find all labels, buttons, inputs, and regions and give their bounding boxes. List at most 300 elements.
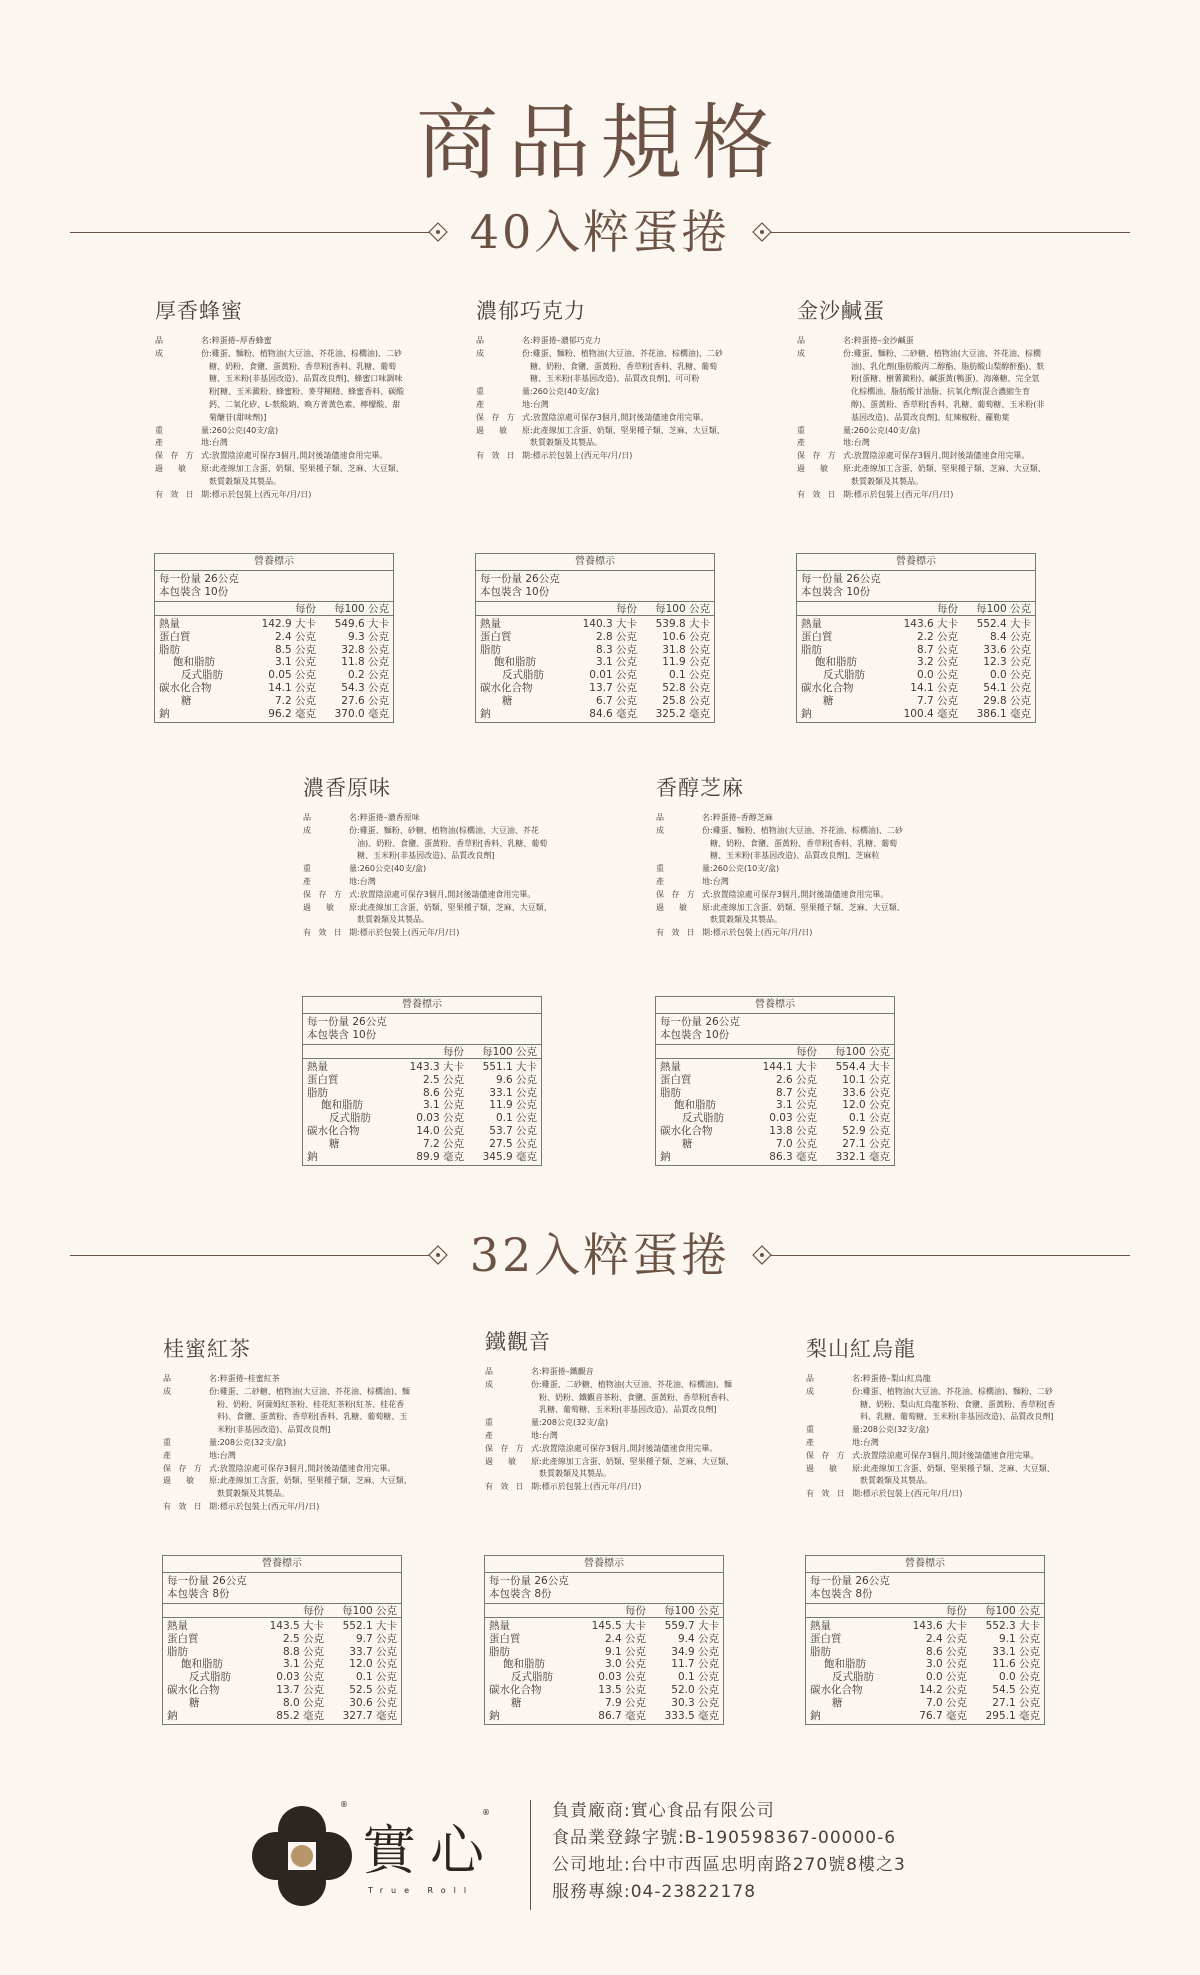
spec-value: :粹蛋捲–金沙鹹蛋 <box>851 336 914 345</box>
nutrition-table <box>475 553 715 723</box>
serving-size: 每一份量 26公克 <box>167 1575 247 1587</box>
spec-value: :粹蛋捲–濃香原味 <box>357 813 420 822</box>
per-serving-value: 13.7 公克 <box>589 681 637 694</box>
spec-row-ingredients <box>656 825 906 863</box>
spec-label: 品名 <box>656 813 710 822</box>
nutrient-name: 飽和脂肪 <box>674 1099 716 1112</box>
service-hotline: 服務專線:04-23822178 <box>552 1882 757 1902</box>
section-header-40 <box>70 202 1130 262</box>
spec-value: :放置陰涼處可保存3個月,開封後請儘速食用完畢。 <box>209 451 388 461</box>
serving-size: 每一份量 26公克 <box>660 1016 740 1028</box>
divider-line <box>70 1255 430 1256</box>
servings-per-pack: 本包裝含 10份 <box>159 585 229 598</box>
per-100g-value: 33.1 公克 <box>992 1645 1040 1658</box>
spec-label: 保存方式 <box>163 1463 217 1473</box>
per-100g-value: 332.1 毫克 <box>835 1150 890 1163</box>
per-serving-value: 8.8 公克 <box>282 1645 324 1658</box>
servings-per-pack: 本包裝含 10份 <box>801 585 871 598</box>
spec-label: 重量 <box>806 1425 860 1435</box>
per-100g-value: 33.1 公克 <box>489 1086 537 1099</box>
nutrition-row <box>303 1087 541 1100</box>
product-title: 香醇芝麻 <box>656 776 744 800</box>
spec-value: :標示於包裝上(西元年/月/日) <box>851 489 954 499</box>
nutrition-row <box>797 708 1035 721</box>
spec-label: 過敏原 <box>797 463 851 473</box>
spec-value: :粹蛋捲–鐵觀音 <box>539 1367 594 1376</box>
nutrition-row <box>163 1697 401 1710</box>
nutrition-row <box>485 1646 723 1659</box>
spec-value: :放置陰涼處可保存3個月,開封後請儘速食用完畢。 <box>860 1450 1039 1460</box>
per-100g-header: 每100 公克 <box>482 1046 537 1058</box>
serving-size: 每一份量 26公克 <box>307 1016 387 1028</box>
nutrition-row <box>303 1061 541 1074</box>
per-serving-value: 143.5 大卡 <box>269 1620 324 1632</box>
servings-per-pack: 本包裝含 10份 <box>660 1028 730 1041</box>
spec-label: 過敏原 <box>155 463 209 473</box>
per-100g-value: 0.0 公克 <box>989 669 1031 682</box>
spec-label: 產地 <box>476 399 530 409</box>
spec-value: :標示於包裝上(西元年/月/日) <box>710 928 813 938</box>
nutrient-name: 鈉 <box>480 707 491 720</box>
per-serving-value: 100.4 毫克 <box>903 707 958 720</box>
spec-row-weight <box>656 863 906 876</box>
nutrient-name: 脂肪 <box>307 1086 328 1099</box>
spec-row-storage <box>797 450 1047 463</box>
header-spacer <box>806 1604 906 1617</box>
nutrient-name: 碳水化合物 <box>489 1683 542 1696</box>
spec-label: 有效日期 <box>163 1501 217 1511</box>
per-100g-value: 559.7 大卡 <box>664 1620 719 1632</box>
nutrition-table <box>655 996 895 1166</box>
per-100g-value: 11.7 公克 <box>671 1658 719 1671</box>
per-100g-value: 33.6 公克 <box>842 1086 890 1099</box>
nutrient-name: 碳水化合物 <box>801 681 854 694</box>
serving-info <box>476 571 714 602</box>
spec-row-origin <box>485 1430 735 1443</box>
spec-row-allergen <box>485 1456 735 1482</box>
nutrient-name: 反式脂肪 <box>189 1671 231 1684</box>
spec-row-allergen <box>476 425 726 451</box>
spec-row-ingredients <box>806 1386 1056 1424</box>
nutrition-title: 營養標示 <box>163 1556 401 1573</box>
spec-row-origin <box>303 876 553 889</box>
nutrient-name: 熱量 <box>167 1620 188 1632</box>
per-serving-value: 3.0 公克 <box>925 1658 967 1671</box>
nutrition-column-header <box>485 1604 723 1618</box>
per-serving-header: 每份 <box>946 1605 967 1617</box>
spec-value: :放置陰涼處可保存3個月,開封後請儘速食用完畢。 <box>539 1443 718 1453</box>
spec-label: 保存方式 <box>797 451 851 461</box>
nutrition-rows <box>476 616 714 722</box>
per-serving-value: 8.7 公克 <box>775 1086 817 1099</box>
spec-row-origin <box>155 437 405 450</box>
nutrition-row <box>476 644 714 657</box>
spec-row-expiry <box>656 927 906 940</box>
nutrition-table <box>805 1555 1045 1725</box>
spec-value: :放置陰涼處可保存3個月,開封後請儘速食用完畢。 <box>710 889 889 899</box>
nutrient-name: 脂肪 <box>660 1086 681 1099</box>
spec-value: :放置陰涼處可保存3個月,開封後請儘速食用完畢。 <box>530 412 709 422</box>
per-100g-value: 0.0 公克 <box>998 1671 1040 1684</box>
per-serving-value: 3.1 公克 <box>595 656 637 669</box>
spec-row-weight <box>163 1437 413 1450</box>
per-100g-value: 12.0 公克 <box>842 1099 890 1112</box>
section-title: 32入粹蛋捲 <box>469 1228 731 1282</box>
serving-size: 每一份量 26公克 <box>801 573 881 585</box>
nutrient-name: 反式脂肪 <box>181 669 223 682</box>
nutrient-name: 鈉 <box>489 1709 500 1722</box>
nutrient-name: 熱量 <box>159 618 180 630</box>
nutrition-row <box>656 1061 894 1074</box>
per-serving-value: 7.7 公克 <box>916 694 958 707</box>
per-100g-header: 每100 公克 <box>334 603 389 615</box>
per-100g-value: 552.4 大卡 <box>976 618 1031 630</box>
nutrient-name: 熱量 <box>307 1061 328 1073</box>
company-address: 公司地址:台中市西區忠明南路270號8樓之3 <box>552 1855 906 1875</box>
spec-value: :粹蛋捲–香醇芝麻 <box>710 813 773 822</box>
nutrient-name: 脂肪 <box>489 1645 510 1658</box>
per-serving-value: 0.05 公克 <box>268 669 316 682</box>
spec-row-storage <box>163 1463 413 1476</box>
spec-row-ingredients <box>797 348 1047 425</box>
product-spec-block <box>303 772 553 940</box>
per-serving-value: 8.0 公克 <box>282 1696 324 1709</box>
per-100g-header: 每100 公克 <box>835 1046 890 1058</box>
per-serving-value: 7.0 公克 <box>775 1137 817 1150</box>
per-serving-value: 3.1 公克 <box>422 1099 464 1112</box>
nutrient-name: 糖 <box>181 694 192 707</box>
spec-row-allergen <box>806 1463 1056 1489</box>
nutrient-name: 碳水化合物 <box>307 1124 360 1137</box>
nutrient-name: 鈉 <box>660 1150 671 1163</box>
registration-number: 食品業登錄字號:B-190598367-00000-6 <box>552 1828 897 1848</box>
spec-label: 產地 <box>797 438 851 448</box>
header-spacer <box>155 602 255 615</box>
nutrient-name: 飽和脂肪 <box>824 1658 866 1671</box>
nutrition-row <box>797 656 1035 669</box>
nutrient-name: 鈉 <box>167 1709 178 1722</box>
nutrition-row <box>656 1074 894 1087</box>
per-serving-value: 143.6 大卡 <box>903 618 958 630</box>
spec-label: 品名 <box>806 1374 860 1383</box>
per-serving-value: 0.03 公克 <box>276 1671 324 1684</box>
per-serving-value: 7.9 公克 <box>604 1696 646 1709</box>
per-100g-value: 0.2 公克 <box>347 669 389 682</box>
nutrient-name: 鈉 <box>801 707 812 720</box>
nutrient-name: 糖 <box>823 694 834 707</box>
spec-value: :260公克(40支/盒) <box>357 864 427 874</box>
nutrition-row <box>476 669 714 682</box>
nutrient-name: 蛋白質 <box>480 630 512 643</box>
per-serving-value: 143.3 大卡 <box>409 1061 464 1073</box>
spec-row-ingredients <box>476 348 726 386</box>
per-100g-value: 8.4 公克 <box>989 630 1031 643</box>
per-100g-value: 370.0 毫克 <box>334 707 389 720</box>
diamond-ornament-icon <box>428 222 448 242</box>
spec-row-allergen <box>656 902 906 928</box>
brand-name-en: True Roll <box>368 1886 475 1895</box>
page-title: 商品規格 <box>415 96 784 191</box>
per-serving-value: 3.1 公克 <box>775 1099 817 1112</box>
nutrition-row <box>163 1710 401 1723</box>
spec-row-name <box>797 335 1047 348</box>
spec-label: 重量 <box>485 1418 539 1428</box>
spec-label: 成份 <box>656 825 710 835</box>
per-serving-header: 每份 <box>796 1046 817 1058</box>
nutrient-name: 脂肪 <box>801 643 822 656</box>
product-spec-block <box>476 295 726 463</box>
spec-value: :台灣 <box>851 438 870 448</box>
spec-row-origin <box>163 1450 413 1463</box>
per-serving-value: 2.2 公克 <box>916 630 958 643</box>
spec-label: 重量 <box>797 425 851 435</box>
serving-size: 每一份量 26公克 <box>480 573 560 585</box>
nutrition-table <box>796 553 1036 723</box>
product-title: 桂蜜紅茶 <box>163 1337 251 1361</box>
spec-label: 過敏原 <box>656 902 710 912</box>
nutrition-table <box>302 996 542 1166</box>
header-spacer <box>163 1604 263 1617</box>
per-serving-value: 14.2 公克 <box>919 1683 967 1696</box>
diamond-ornament-icon <box>752 1245 772 1265</box>
nutrient-name: 鈉 <box>307 1150 318 1163</box>
per-serving-value: 3.0 公克 <box>604 1658 646 1671</box>
nutrient-name: 糖 <box>832 1696 843 1709</box>
per-serving-value: 8.3 公克 <box>595 643 637 656</box>
per-100g-header: 每100 公克 <box>342 1605 397 1617</box>
spec-value: :208公克(32支/盒) <box>217 1437 287 1447</box>
per-100g-value: 25.8 公克 <box>662 694 710 707</box>
spec-value: :標示於包裝上(西元年/月/日) <box>539 1482 642 1492</box>
spec-label: 有效日期 <box>476 451 530 461</box>
nutrient-name: 脂肪 <box>167 1645 188 1658</box>
serving-info <box>806 1573 1044 1604</box>
spec-label: 過敏原 <box>806 1463 860 1473</box>
nutrition-title: 營養標示 <box>485 1556 723 1573</box>
product-title: 金沙鹹蛋 <box>797 299 885 323</box>
spec-label: 品名 <box>476 336 530 345</box>
spec-value: :260公克(10支/盒) <box>710 864 780 874</box>
per-serving-value: 145.5 大卡 <box>591 1620 646 1632</box>
divider-line <box>70 232 430 233</box>
spec-row-allergen <box>797 463 1047 489</box>
spec-row-expiry <box>806 1488 1056 1501</box>
nutrition-row <box>303 1125 541 1138</box>
per-serving-value: 8.5 公克 <box>274 643 316 656</box>
nutrient-name: 熱量 <box>810 1620 831 1632</box>
spec-row-name <box>656 812 906 825</box>
per-serving-header: 每份 <box>625 1605 646 1617</box>
spec-label: 有效日期 <box>155 489 209 499</box>
per-serving-value: 8.6 公克 <box>925 1645 967 1658</box>
nutrition-row <box>806 1658 1044 1671</box>
per-serving-header: 每份 <box>303 1605 324 1617</box>
registered-mark: ® <box>340 1800 348 1809</box>
header-spacer <box>303 1045 403 1058</box>
product-spec-block <box>656 772 906 940</box>
per-serving-header: 每份 <box>937 603 958 615</box>
spec-row-name <box>303 812 553 825</box>
nutrition-row <box>806 1684 1044 1697</box>
servings-per-pack: 本包裝含 8份 <box>810 1587 873 1600</box>
nutrient-name: 鈉 <box>159 707 170 720</box>
nutrition-row <box>485 1697 723 1710</box>
per-100g-value: 31.8 公克 <box>662 643 710 656</box>
nutrition-row <box>303 1138 541 1151</box>
nutrient-name: 脂肪 <box>480 643 501 656</box>
spec-value: :放置陰涼處可保存3個月,開封後請儘速食用完畢。 <box>217 1463 396 1473</box>
product-spec-block <box>155 295 405 501</box>
nutrition-row <box>155 656 393 669</box>
nutrition-row <box>485 1620 723 1633</box>
nutrition-rows <box>485 1618 723 1724</box>
product-title: 厚香蜂蜜 <box>155 299 243 323</box>
spec-row-expiry <box>163 1501 413 1514</box>
spec-label: 品名 <box>163 1374 217 1383</box>
nutrient-name: 蛋白質 <box>307 1073 339 1086</box>
nutrition-title: 營養標示 <box>656 997 894 1014</box>
nutrition-table <box>154 553 394 723</box>
nutrition-row <box>797 682 1035 695</box>
spec-row-expiry <box>485 1481 735 1494</box>
per-100g-value: 333.5 毫克 <box>664 1709 719 1722</box>
servings-per-pack: 本包裝含 10份 <box>480 585 550 598</box>
spec-label: 過敏原 <box>303 902 357 912</box>
nutrition-row <box>303 1099 541 1112</box>
spec-row-weight <box>303 863 553 876</box>
per-serving-header: 每份 <box>616 603 637 615</box>
spec-label: 成份 <box>163 1386 217 1396</box>
spec-value: :放置陰涼處可保存3個月,開封後請儘速食用完畢。 <box>357 889 536 899</box>
header-spacer <box>797 602 897 615</box>
product-title: 梨山紅烏龍 <box>806 1337 916 1361</box>
per-serving-value: 2.4 公克 <box>274 630 316 643</box>
nutrition-row <box>155 695 393 708</box>
per-serving-value: 6.7 公克 <box>595 694 637 707</box>
nutrition-row <box>303 1112 541 1125</box>
spec-value: :此產線加工含蛋、奶類、堅果種子類、芝麻、大豆類、麩質穀類及其製品。 <box>530 425 725 448</box>
per-serving-value: 2.4 公克 <box>604 1632 646 1645</box>
spec-row-ingredients <box>163 1386 413 1437</box>
header-spacer <box>476 602 576 615</box>
spec-value: :台灣 <box>357 876 376 886</box>
nutrition-row <box>155 708 393 721</box>
servings-per-pack: 本包裝含 8份 <box>489 1587 552 1600</box>
per-100g-value: 52.9 公克 <box>842 1124 890 1137</box>
spec-label: 產地 <box>155 438 209 448</box>
nutrient-name: 鈉 <box>810 1709 821 1722</box>
spec-row-weight <box>485 1417 735 1430</box>
spec-row-name <box>155 335 405 348</box>
nutrition-row <box>163 1620 401 1633</box>
spec-label: 產地 <box>163 1450 217 1460</box>
company-name: 負責廠商:實心食品有限公司 <box>552 1801 775 1821</box>
spec-value: :台灣 <box>539 1430 558 1440</box>
spec-label: 過敏原 <box>163 1476 217 1486</box>
spec-value: :此產線加工含蛋、奶類、堅果種子類、芝麻、大豆類、麩質穀類及其製品。 <box>539 1456 734 1479</box>
per-100g-header: 每100 公克 <box>976 603 1031 615</box>
spec-label: 成份 <box>485 1379 539 1389</box>
nutrient-name: 反式脂肪 <box>832 1671 874 1684</box>
product-title: 鐵觀音 <box>485 1330 551 1354</box>
spec-value: :雞蛋、麵粉、植物油(大豆油、芥花油、棕櫚油)、二砂糖、奶粉、食鹽、蛋黃粉、香草粉[香料、乳糖、葡萄糖、玉米粉(非基因改造)、品質改良劑]、蜂蜜口味調味粉[糖、玉米澱粉、蜂蜜粉、麥芽糊精、蜂蜜香料、碳酸鈣、二氧化矽、L-麩酸鈉、喚方菁黃色素、檸檬酸、甜菊醣苷(甜味劑)] <box>209 348 405 422</box>
per-serving-value: 14.0 公克 <box>416 1124 464 1137</box>
spec-value: :粹蛋捲–厚香蜂蜜 <box>209 336 272 345</box>
nutrition-row <box>163 1646 401 1659</box>
nutrition-row <box>476 618 714 631</box>
per-100g-value: 54.1 公克 <box>983 681 1031 694</box>
nutrition-column-header <box>656 1045 894 1059</box>
nutrient-name: 糖 <box>502 694 513 707</box>
per-serving-value: 0.03 公克 <box>598 1671 646 1684</box>
per-serving-value: 13.7 公克 <box>276 1683 324 1696</box>
nutrition-row <box>485 1658 723 1671</box>
nutrition-row <box>806 1697 1044 1710</box>
per-serving-value: 13.5 公克 <box>598 1683 646 1696</box>
nutrient-name: 熱量 <box>801 618 822 630</box>
per-100g-value: 12.0 公克 <box>349 1658 397 1671</box>
nutrient-name: 熱量 <box>660 1061 681 1073</box>
per-serving-value: 86.3 毫克 <box>769 1150 817 1163</box>
nutrition-row <box>303 1074 541 1087</box>
nutrient-name: 蛋白質 <box>810 1632 842 1645</box>
section-title: 40入粹蛋捲 <box>469 205 731 259</box>
spec-label: 成份 <box>476 348 530 358</box>
nutrition-title: 營養標示 <box>476 554 714 571</box>
spec-row-origin <box>656 876 906 889</box>
nutrition-row <box>155 618 393 631</box>
spec-label: 有效日期 <box>656 928 710 938</box>
per-serving-value: 96.2 毫克 <box>268 707 316 720</box>
nutrient-name: 蛋白質 <box>159 630 191 643</box>
spec-label: 保存方式 <box>806 1450 860 1460</box>
nutrient-name: 糖 <box>189 1696 200 1709</box>
serving-info <box>155 571 393 602</box>
spec-label: 保存方式 <box>155 451 209 461</box>
nutrient-name: 熱量 <box>489 1620 510 1632</box>
nutrition-column-header <box>163 1604 401 1618</box>
nutrition-rows <box>656 1059 894 1165</box>
per-100g-value: 52.8 公克 <box>662 681 710 694</box>
divider-line <box>770 232 1130 233</box>
spec-label: 品名 <box>485 1367 539 1376</box>
spec-row-origin <box>806 1437 1056 1450</box>
spec-value: :台灣 <box>710 876 729 886</box>
product-title: 濃郁巧克力 <box>476 299 586 323</box>
serving-size: 每一份量 26公克 <box>810 1575 890 1587</box>
servings-per-pack: 本包裝含 10份 <box>307 1028 377 1041</box>
nutrient-name: 反式脂肪 <box>511 1671 553 1684</box>
spec-value: :此產線加工含蛋、奶類、堅果種子類、芝麻、大豆類、麩質穀類及其製品。 <box>851 463 1046 486</box>
per-100g-value: 27.1 公克 <box>992 1696 1040 1709</box>
per-serving-value: 140.3 大卡 <box>582 618 637 630</box>
nutrient-name: 糖 <box>682 1137 693 1150</box>
spec-label: 重量 <box>163 1437 217 1447</box>
spec-row-weight <box>806 1424 1056 1437</box>
nutrient-name: 飽和脂肪 <box>815 656 857 669</box>
nutrient-name: 碳水化合物 <box>159 681 212 694</box>
nutrition-column-header <box>476 602 714 616</box>
product-spec-block <box>485 1326 735 1494</box>
nutrition-row <box>797 644 1035 657</box>
per-100g-header: 每100 公克 <box>664 1605 719 1617</box>
nutrition-rows <box>806 1618 1044 1724</box>
product-title: 濃香原味 <box>303 776 391 800</box>
per-serving-value: 2.4 公克 <box>925 1632 967 1645</box>
per-100g-value: 9.7 公克 <box>355 1632 397 1645</box>
spec-value: :此產線加工含蛋、奶類、堅果種子類、芝麻、大豆類、麩質穀類及其製品。 <box>860 1463 1055 1486</box>
per-100g-value: 327.7 毫克 <box>342 1709 397 1722</box>
